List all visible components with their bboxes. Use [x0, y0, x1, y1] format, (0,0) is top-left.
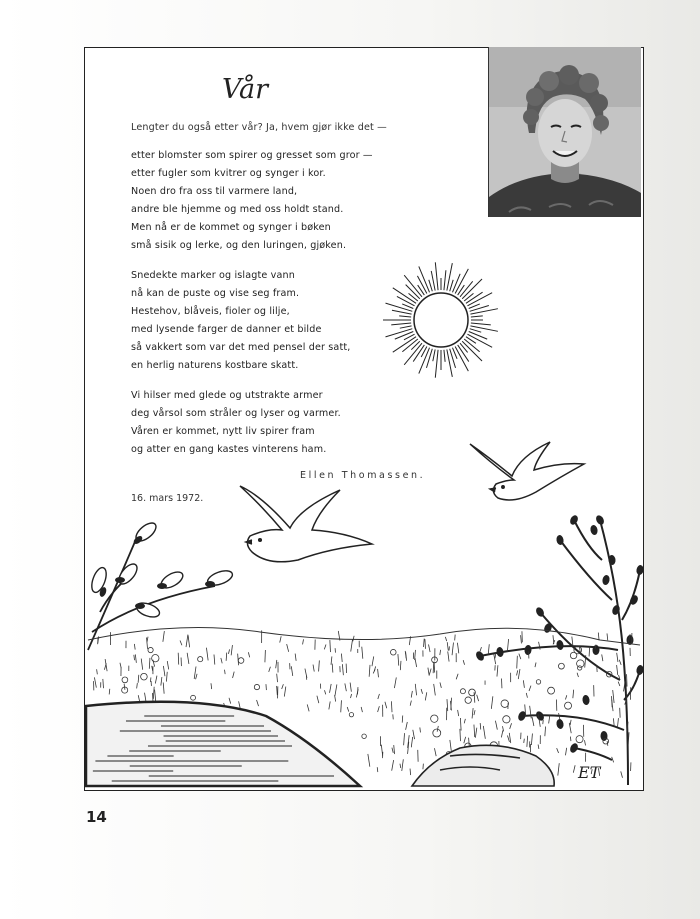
poem-date: 16. mars 1972.: [131, 493, 204, 504]
poem-line: med lysende farger de danner et bilde: [131, 324, 322, 335]
poem-line: deg vårsol som stråler og lyser og varmer.: [131, 408, 341, 419]
poem-line: og atter en gang kastes vinterens ham.: [131, 444, 327, 455]
willow-branch-left: [88, 520, 234, 650]
poem-line: små sisik og lerke, og den luringen, gjøken.: [131, 240, 347, 251]
poem-intro-line: Lengter du også etter vår? Ja, hvem gjør ikke det —: [131, 122, 387, 133]
rock: [412, 745, 554, 786]
poem-line: en herlig naturens kostbare skatt.: [131, 360, 299, 371]
bird-icon: [240, 486, 372, 562]
poem-line: etter blomster som spirer og gresset som gror —: [131, 150, 373, 161]
pond: [86, 702, 360, 786]
bird-icon: [470, 442, 584, 500]
poem-line: andre ble hjemme og med oss holdt stand.: [131, 204, 344, 215]
poem-line: Snedekte marker og islagte vann: [131, 270, 296, 281]
poem-line: Hestehov, blåveis, fioler og lilje,: [131, 306, 290, 317]
poem-line: etter fugler som kvitrer og synger i kor.: [131, 168, 326, 179]
poem-line: Våren er kommet, nytt liv spirer fram: [131, 426, 315, 437]
poem-title: Vår: [221, 74, 269, 105]
poem-line: Men nå er de kommet og synger i bøken: [131, 222, 331, 233]
willow-tree-right: [474, 514, 644, 785]
poem-author: Ellen Thomassen.: [300, 470, 426, 481]
poem-line: Vi hilser med glede og utstrakte armer: [131, 390, 323, 401]
poem-line: Noen dro fra oss til varmere land,: [131, 186, 298, 197]
page-number: 14: [86, 808, 107, 826]
sun-icon: [383, 262, 498, 377]
poem-line: så vakkert som var det med pensel der satt,: [131, 342, 351, 353]
poem-line: nå kan de puste og vise seg fram.: [131, 288, 300, 299]
illustration-signature: ET: [578, 763, 601, 782]
